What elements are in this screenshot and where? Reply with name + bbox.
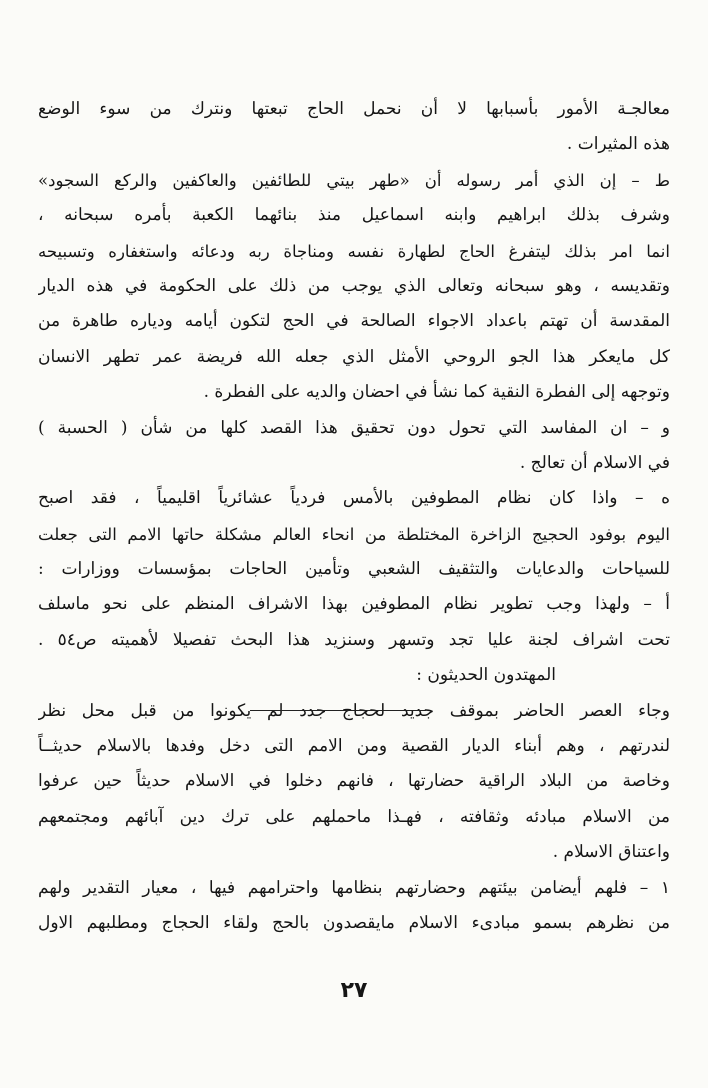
- text-line: ط – إن الذي أمر رسوله أن «طهر بيتي للطائفين والعاكفين والركع السجود»: [38, 170, 670, 190]
- text-line: وجاء العصر الحاضر بموقف جديد لحجاج جدد لم يكونوا من قبل محل نظر: [38, 700, 670, 721]
- text-line: للسياحات والدعايات والتثقيف الشعبي وتأمين الحاجات بمؤسسات ووزارات :: [38, 559, 670, 580]
- text-line: ١ – فلهم أيضامن بيئتهم وحضارتهم بنظامها واحترامهم فيها ، معيار التقدير ولهم: [38, 877, 670, 898]
- text-line: انما امر بذلك ليتفرغ الحاج لطهارة نفسه ومناجاة ربه ودعائه واستغفاره وتسبيحه: [38, 241, 670, 261]
- text-line: لندرتهم ، وهم أبناء الديار القصية ومن الامم التى دخل وفدها بالاسلام حديثــاً: [38, 736, 670, 757]
- text-line: معالجـة الأمور بأسبابها لا أن نحمل الحاج تبعتها ونترك من سوء الوضع: [38, 99, 670, 119]
- text-line: كل مايعكر هذا الجو الروحي الأمثل الذي جعله الله فريضة عمر تطهر الانسان: [38, 346, 670, 367]
- text-line: وتوجهه إلى الفطرة النقية كما نشأ في احضان والديه على الفطرة .: [203, 382, 670, 403]
- text-line: المقدسة أن تهتم باعداد الاجواء الصالحة في الحج لتكون أيامه ودياره طاهرة من: [38, 311, 670, 332]
- text-line: واعتناق الاسلام .: [552, 842, 670, 863]
- text-line: وشرف بذلك ابراهيم وابنه اسماعيل منذ بنائهما الكعبة بأمره سبحانه ،: [38, 205, 670, 226]
- text-line: ه – واذا كان نظام المطوفين بالأمس فردياً عشائرياً اقليمياً ، فقد اصبح: [38, 488, 670, 509]
- text-line: هذه المثيرات .: [566, 134, 670, 155]
- text-line: وتقديسه ، وهو سبحانه وتعالى الذي يوجب من ذلك على الحكومة في هذه الديار: [38, 275, 670, 296]
- page-number: ٢٧: [340, 978, 368, 1003]
- text-line: تحت اشراف لجنة عليا تجد وتسهر وسنزيد هذا البحث تفصيلا لأهميته ص٥٤ .: [38, 629, 670, 650]
- text-line: في الاسلام أن تعالج .: [519, 452, 670, 473]
- text-line: أ – ولهذا وجب تطوير نظام المطوفين بهذا الاشراف المنظم على نحو ماسلف: [38, 594, 670, 615]
- text-line: و – ان المفاسد التي تحول دون تحقيق هذا القصد كلها من شأن ( الحسبة ): [38, 417, 670, 438]
- section-heading: المهتدون الحديثون :: [416, 665, 556, 686]
- text-line: من نظرهم بسمو مبادىء الاسلام مايقصدون بالحج ولقاء الحجاج ومطلبهم الاول: [38, 912, 670, 933]
- heading-underline: [250, 710, 426, 711]
- text-line: اليوم بوفود الحجيج الزاخرة المختلطة من انحاء العالم مشكلة حاتها الامم التى جعلت: [38, 524, 670, 544]
- text-line: وخاصة من البلاد الراقية حضارتها ، فانهم دخلوا في الاسلام حديثاً حين عرفوا: [38, 771, 670, 792]
- text-line: من الاسلام مبادئه وثقافته ، فهـذا ماحملهم على ترك دين آبائهم ومجتمعهم: [38, 806, 670, 827]
